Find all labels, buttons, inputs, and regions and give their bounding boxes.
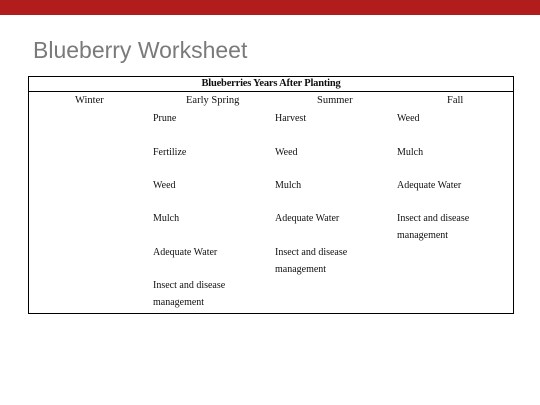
summer-item: Weed [275,147,298,158]
column-header-winter: Winter [75,95,104,106]
summer-item: Adequate Water [275,213,340,224]
early-spring-item: Mulch [153,213,180,224]
table-title: Blueberries Years After Planting [201,78,341,89]
summer-item: Mulch [275,180,302,191]
early-spring-item: Fertilize [153,147,187,158]
column-header-early-spring: Early Spring [186,95,240,106]
page-title: Blueberry Worksheet [33,37,248,63]
worksheet-table [28,76,514,314]
early-spring-item: Insect and disease management [153,280,226,308]
top-accent-band [0,0,540,15]
fall-item: Mulch [397,147,424,158]
fall-item: Insect and disease management [397,213,470,241]
early-spring-item: Prune [153,113,177,124]
summer-item: Insect and disease management [275,247,348,275]
column-header-fall: Fall [447,95,464,106]
fall-item: Weed [397,113,420,124]
fall-item: Adequate Water [397,180,462,191]
early-spring-item: Adequate Water [153,247,218,258]
summer-item: Harvest [275,113,307,124]
header-divider [29,91,513,92]
column-header-summer: Summer [317,95,353,106]
early-spring-item: Weed [153,180,176,191]
